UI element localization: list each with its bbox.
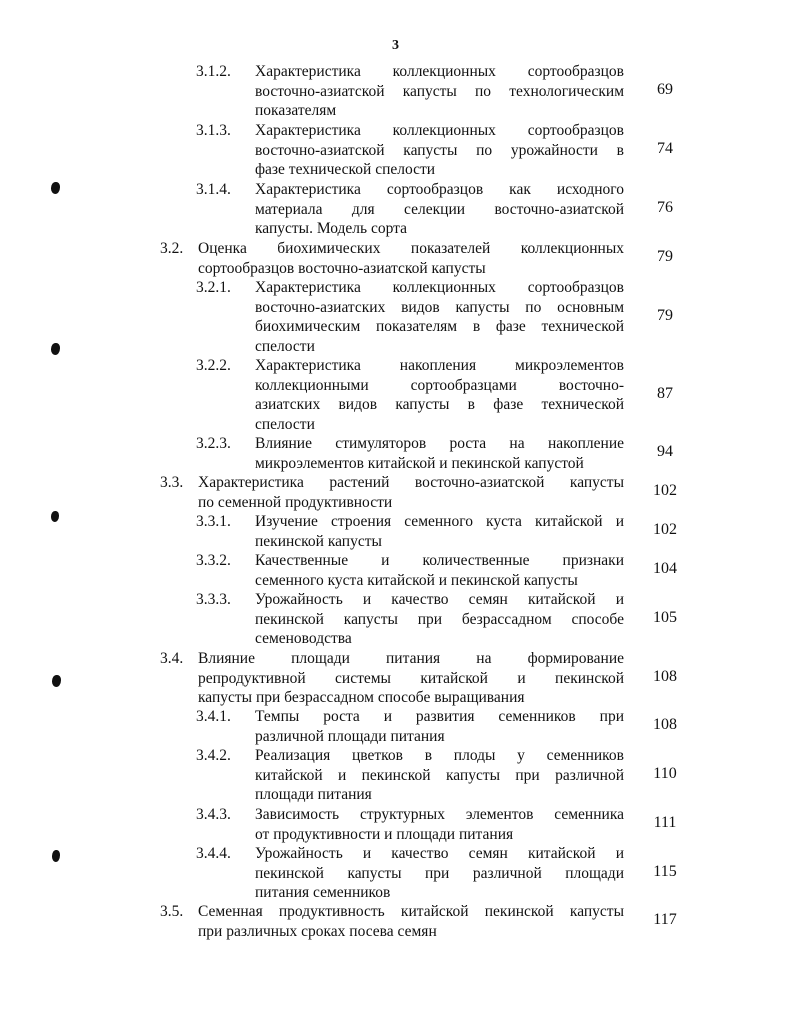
title-line: Зависимость структурных элементов семенника <box>255 806 624 823</box>
page-ref: 108 <box>653 716 677 733</box>
page-ref: 79 <box>657 248 673 265</box>
page-ref: 102 <box>653 482 677 499</box>
punch-hole-mark <box>51 511 59 522</box>
title-line: капусты при безрассадном способе выращивания <box>198 689 525 706</box>
title-line: сортообразцов восточно-азиатской капусты <box>198 259 486 277</box>
title-line: семенного куста китайской и пекинской капусты <box>255 571 578 589</box>
section-title <box>198 473 624 512</box>
title-line: Характеристика коллекционных сортообразцов <box>255 122 624 139</box>
page-ref: 94 <box>657 443 673 460</box>
section-number: 3.1.4. <box>196 181 231 198</box>
title-line: микроэлементов китайской и пекинской капустой <box>255 454 584 472</box>
title-line: Семенная продуктивность китайской пекинской капусты <box>198 903 624 920</box>
title-line: материала для селекции восточно-азиатской <box>255 200 624 218</box>
title-line: Влияние стимуляторов роста на накопление <box>255 435 624 452</box>
title-line: Характеристика коллекционных сортообразцов <box>255 63 624 80</box>
title-line: коллекционными сортообразцами восточно- <box>255 376 624 394</box>
section-number: 3.2.2. <box>196 357 231 374</box>
title-line: при различных сроках посева семян <box>198 922 437 940</box>
section-number: 3.1.2. <box>196 63 231 80</box>
section-title <box>255 746 624 805</box>
page-ref: 74 <box>657 140 673 157</box>
title-line: Характеристика сортообразцов как исходного <box>255 181 624 198</box>
section-title <box>255 551 624 590</box>
title-line: пекинской капусты при различной площади <box>255 864 624 882</box>
page-ref: 87 <box>657 385 673 402</box>
title-line: пекинской капусты <box>255 532 382 550</box>
title-line: Урожайность и качество семян китайской и <box>255 845 624 862</box>
section-number: 3.1.3. <box>196 122 231 139</box>
title-line: Изучение строения семенного куста китайской и <box>255 513 624 530</box>
title-line: Реализация цветков в плоды у семенников <box>255 747 624 764</box>
section-title <box>198 649 624 708</box>
section-title <box>255 707 624 746</box>
section-title <box>255 512 624 551</box>
page-ref: 115 <box>653 863 677 880</box>
section-number: 3.3.3. <box>196 591 231 608</box>
section-title <box>255 62 624 121</box>
title-line: Оценка биохимических показателей коллекционных <box>198 240 624 257</box>
section-number: 3.3. <box>160 474 184 491</box>
section-number: 3.5. <box>160 903 184 920</box>
section-number: 3.4.4. <box>196 845 231 862</box>
section-number: 3.4.3. <box>196 806 231 823</box>
title-line: спелости <box>255 415 315 433</box>
page-ref: 104 <box>653 560 677 577</box>
section-number: 3.3.1. <box>196 513 231 530</box>
title-line: от продуктивности и площади питания <box>255 825 514 843</box>
title-line: пекинской капусты при безрассадном способе <box>255 610 624 628</box>
title-line: азиатских видов капусты в фазе технической <box>255 396 624 413</box>
section-title <box>255 356 624 434</box>
section-title <box>255 844 624 903</box>
title-line: различной площади питания <box>255 727 445 745</box>
section-title <box>255 590 624 649</box>
punch-hole-mark <box>52 675 61 687</box>
title-line: спелости <box>255 337 315 355</box>
punch-hole-mark <box>52 850 60 862</box>
title-line: семеноводства <box>255 630 352 647</box>
page-ref: 117 <box>653 911 677 928</box>
title-line: Характеристика коллекционных сортообразцов <box>255 279 624 296</box>
title-line: восточно-азиатской капусты по технологическим <box>255 82 624 100</box>
section-title <box>255 434 624 473</box>
title-line: восточно-азиатских видов капусты по основным <box>255 298 624 316</box>
section-title <box>255 121 624 180</box>
title-line: китайской и пекинской капусты при различной <box>255 766 624 784</box>
title-line: репродуктивной системы китайской и пекинской <box>198 669 624 687</box>
title-line: Характеристика накопления микроэлементов <box>255 357 624 374</box>
section-number: 3.2.3. <box>196 435 231 452</box>
title-line: фазе технической спелости <box>255 161 436 178</box>
page-ref: 79 <box>657 307 673 324</box>
section-number: 3.3.2. <box>196 552 231 569</box>
punch-hole-mark <box>51 182 60 194</box>
page-ref: 105 <box>653 609 677 626</box>
title-line: биохимическим показателям в фазе технической <box>255 318 624 335</box>
title-line: питания семенников <box>255 884 391 901</box>
section-title <box>255 278 624 356</box>
section-number: 3.2. <box>160 240 184 257</box>
page-ref: 111 <box>653 814 677 831</box>
section-number: 3.4.2. <box>196 747 231 764</box>
punch-hole-mark <box>51 343 60 355</box>
page-ref: 108 <box>653 668 677 685</box>
section-title <box>198 902 624 941</box>
page-ref: 76 <box>657 199 673 216</box>
title-line: восточно-азиатской капусты по урожайности в <box>255 141 624 159</box>
title-line: Темпы роста и развития семенников при <box>255 708 624 725</box>
title-line: Урожайность и качество семян китайской и <box>255 591 624 608</box>
section-title <box>255 180 624 239</box>
page-ref: 102 <box>653 521 677 538</box>
page-ref: 69 <box>657 81 673 98</box>
title-line: Качественные и количественные признаки <box>255 552 624 569</box>
section-number: 3.2.1. <box>196 279 231 296</box>
title-line: Влияние площади питания на формирование <box>198 650 624 667</box>
title-line: показателям <box>255 102 337 119</box>
page-ref: 110 <box>653 765 677 782</box>
section-title <box>198 239 624 278</box>
section-number: 3.4. <box>160 650 184 667</box>
title-line: капусты. Модель сорта <box>255 220 407 237</box>
title-line: площади питания <box>255 786 372 803</box>
section-title <box>255 805 624 844</box>
page-number: 3 <box>392 38 399 53</box>
section-number: 3.4.1. <box>196 708 231 725</box>
title-line: Характеристика растений восточно-азиатской капусты <box>198 474 624 491</box>
title-line: по семенной продуктивности <box>198 493 393 511</box>
